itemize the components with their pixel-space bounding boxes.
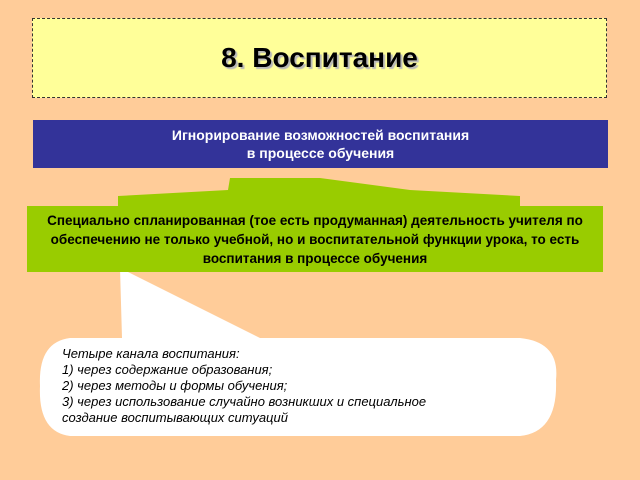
- callout-item: 2) через методы и формы обучения;: [62, 378, 288, 393]
- title-box: [32, 18, 607, 98]
- page-title: 8. Воспитание: [221, 42, 418, 73]
- planned-activity-box: [27, 206, 603, 272]
- callout-item: создание воспитывающих ситуаций: [62, 410, 288, 425]
- callout-item: 1) через содержание образования;: [62, 362, 273, 377]
- callout-item: 3) через использование случайно возникших и специальное: [62, 394, 427, 409]
- ignoring-box: [33, 120, 608, 168]
- ignoring-line-1: Игнорирование возможностей воспитания: [171, 127, 470, 143]
- ignoring-line-2: в процессе обучения: [246, 145, 395, 161]
- callout-text: [62, 346, 542, 426]
- planned-activity-text: Специально спланированная (тое есть продуманная) деятельность учителя по обеспечению не только учебной, но и воспитательной функции урока, то есть воспитания в процессе обучения: [47, 212, 583, 266]
- up-arrow: [118, 178, 520, 206]
- callout-heading: Четыре канала воспитания:: [62, 346, 240, 361]
